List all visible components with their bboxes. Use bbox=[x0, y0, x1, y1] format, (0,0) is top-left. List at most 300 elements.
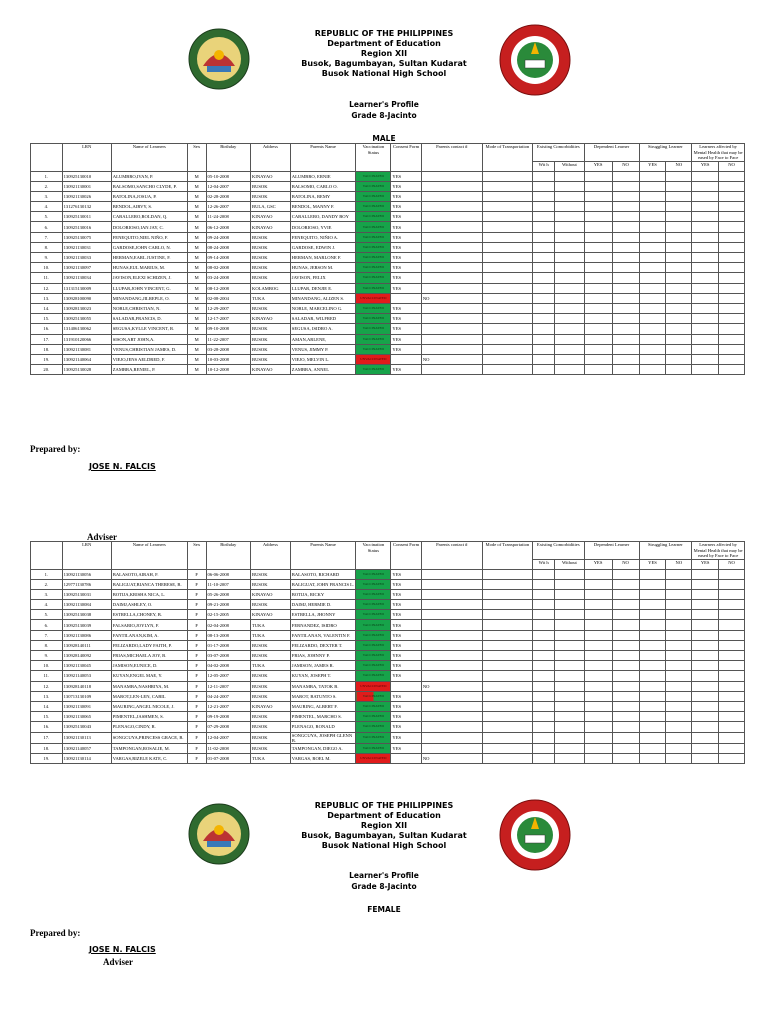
dependent-yes-cell bbox=[584, 630, 612, 640]
table-row bbox=[31, 569, 745, 579]
table-row bbox=[31, 681, 745, 691]
dependent-yes-cell bbox=[584, 273, 612, 283]
table-row bbox=[31, 365, 745, 375]
mental-yes-cell bbox=[692, 263, 719, 273]
table-row bbox=[31, 263, 745, 273]
comorbidity-with-cell bbox=[533, 691, 555, 701]
parent-contact-cell bbox=[421, 712, 482, 722]
comorbidity-without-cell bbox=[555, 314, 584, 324]
comorbidity-with-cell bbox=[533, 293, 555, 303]
birthday-cell: 08-13-2008 bbox=[206, 630, 250, 640]
col-mode: Mode of Transportation bbox=[482, 542, 532, 570]
parent-name-cell: DAIMJ, HERMIE D. bbox=[290, 600, 356, 610]
table-row bbox=[31, 191, 745, 201]
birthday-cell: 12-05-2007 bbox=[206, 671, 250, 681]
row-number: 11. bbox=[31, 273, 63, 283]
col-lrn: LRN bbox=[62, 542, 111, 570]
transportation-cell bbox=[482, 191, 532, 201]
mental-yes-cell bbox=[692, 354, 719, 364]
sex-cell: M bbox=[187, 181, 206, 191]
comorbidity-with-cell bbox=[533, 181, 555, 191]
dependent-no-cell bbox=[612, 681, 639, 691]
col-vaccination: Vaccination Status bbox=[356, 144, 391, 172]
sex-cell: F bbox=[187, 569, 206, 579]
mental-yes-cell bbox=[692, 324, 719, 334]
struggling-no-cell bbox=[666, 273, 692, 283]
birthday-cell: 04-02-2008 bbox=[206, 661, 250, 671]
vaccination-status-cell: VACCINATED bbox=[356, 314, 391, 324]
struggling-no-cell bbox=[666, 212, 692, 222]
dependent-no-cell bbox=[612, 212, 639, 222]
birthday-cell: 12-29-2007 bbox=[206, 303, 250, 313]
dependent-yes-cell bbox=[584, 681, 612, 691]
row-number: 12. bbox=[31, 681, 63, 691]
comorbidity-with-cell bbox=[533, 324, 555, 334]
lrn-cell: 130925130043 bbox=[62, 722, 111, 732]
comorbidity-without-cell bbox=[555, 324, 584, 334]
struggling-yes-cell bbox=[639, 579, 666, 589]
learner-name-cell: SONGCUYA,PRINCESS GRACE, B. bbox=[111, 732, 187, 743]
consent-form-cell: YES bbox=[391, 651, 421, 661]
struggling-yes-cell bbox=[639, 303, 666, 313]
address-cell: BUSOK bbox=[251, 273, 291, 283]
consent-form-cell: YES bbox=[391, 640, 421, 650]
sex-cell: M bbox=[187, 242, 206, 252]
table-row bbox=[31, 273, 745, 283]
parent-name-cell: VENUS, JIMMY P. bbox=[290, 344, 356, 354]
learner-name-cell: FENEQUITO,NIEL NIÑO, F. bbox=[111, 232, 187, 242]
struggling-yes-cell bbox=[639, 701, 666, 711]
dependent-yes-cell bbox=[584, 283, 612, 293]
consent-form-cell: YES bbox=[391, 263, 421, 273]
comorbidity-without-cell bbox=[555, 620, 584, 630]
mental-no-cell bbox=[719, 242, 745, 252]
table-row bbox=[31, 293, 745, 303]
consent-form-cell: YES bbox=[391, 732, 421, 743]
table-row bbox=[31, 253, 745, 263]
sex-cell: M bbox=[187, 191, 206, 201]
learner-name-cell: CABALLERO,ROLDAN, Q. bbox=[111, 212, 187, 222]
female-section-label: FEMALE bbox=[367, 905, 401, 914]
parent-name-cell: ALUMBRO, ERNIE bbox=[290, 171, 356, 181]
comorbidity-with-cell bbox=[533, 365, 555, 375]
table-row bbox=[31, 232, 745, 242]
row-number: 7. bbox=[31, 232, 63, 242]
dependent-no-cell bbox=[612, 712, 639, 722]
parent-name-cell: LLUPAR, DENJIE E. bbox=[290, 283, 356, 293]
table-row bbox=[31, 701, 745, 711]
transportation-cell bbox=[482, 671, 532, 681]
header-line: REPUBLIC OF THE PHILIPPINES bbox=[314, 801, 454, 810]
parent-name-cell: FRIAS, JOHNNY P. bbox=[290, 651, 356, 661]
lrn-cell: 130928140111 bbox=[62, 640, 111, 650]
struggling-yes-cell bbox=[639, 242, 666, 252]
learner-name-cell: MAROT,LEN-LEN, CABIL bbox=[111, 691, 187, 701]
parent-contact-cell bbox=[421, 191, 482, 201]
struggling-yes-cell bbox=[639, 222, 666, 232]
dependent-no-cell bbox=[612, 620, 639, 630]
parent-name-cell: SONGCUYA, JOSEPH GLENN B. bbox=[290, 732, 356, 743]
mental-yes-cell bbox=[692, 651, 719, 661]
sex-cell: F bbox=[187, 610, 206, 620]
col-birthday: Birthday bbox=[206, 144, 250, 172]
dependent-no-cell bbox=[612, 753, 639, 763]
dependent-yes-cell bbox=[584, 293, 612, 303]
parent-name-cell: ESTRELLA, JHONNY bbox=[290, 610, 356, 620]
lrn-cell: 130921130033 bbox=[62, 253, 111, 263]
sex-cell: F bbox=[187, 753, 206, 763]
comorbidity-with-cell bbox=[533, 701, 555, 711]
birthday-cell: 01-07-2008 bbox=[206, 753, 250, 763]
mental-no-cell bbox=[719, 354, 745, 364]
dependent-no-cell bbox=[612, 701, 639, 711]
row-number: 14. bbox=[31, 701, 63, 711]
mental-no-cell bbox=[719, 589, 745, 599]
struggling-no-cell bbox=[666, 620, 692, 630]
birthday-cell: 08-24-2008 bbox=[206, 242, 250, 252]
table-row bbox=[31, 354, 745, 364]
col-address: Address bbox=[251, 542, 291, 570]
row-number: 3. bbox=[31, 191, 63, 201]
struggling-yes-cell bbox=[639, 753, 666, 763]
dependent-no-cell bbox=[612, 722, 639, 732]
comorbidity-with-cell bbox=[533, 732, 555, 743]
table-row bbox=[31, 753, 745, 763]
parent-contact-cell bbox=[421, 651, 482, 661]
sex-cell: M bbox=[187, 365, 206, 375]
address-cell: KINAYAO bbox=[251, 589, 291, 599]
table-row bbox=[31, 722, 745, 732]
struggling-yes-cell bbox=[639, 334, 666, 344]
row-number: 19. bbox=[31, 354, 63, 364]
learner-name-cell: BALIGUAT,BIANCA THERESE, B. bbox=[111, 579, 187, 589]
dependent-yes-cell bbox=[584, 712, 612, 722]
consent-form-cell: YES bbox=[391, 242, 421, 252]
learner-name-cell: MANAMBA,NASHRIYA, M. bbox=[111, 681, 187, 691]
transportation-cell bbox=[482, 263, 532, 273]
vaccination-status-cell: VACCINATED bbox=[356, 171, 391, 181]
struggling-yes-cell bbox=[639, 712, 666, 722]
dependent-yes-cell bbox=[584, 212, 612, 222]
lrn-cell: 130925130010 bbox=[62, 171, 111, 181]
birthday-cell: 12-04-2007 bbox=[206, 732, 250, 743]
comorbidity-without-cell bbox=[555, 743, 584, 753]
struggling-yes-cell bbox=[639, 354, 666, 364]
header-line: Busok National High School bbox=[321, 69, 447, 78]
parent-contact-cell bbox=[421, 661, 482, 671]
header-line: REPUBLIC OF THE PHILIPPINES bbox=[314, 29, 454, 38]
birthday-cell: 12-11-2007 bbox=[206, 681, 250, 691]
consent-form-cell: YES bbox=[391, 691, 421, 701]
parent-name-cell: MANAMBA, TATOK B. bbox=[290, 681, 356, 691]
parent-name-cell: PIMENTEL, MARCHO S. bbox=[290, 712, 356, 722]
mental-yes-cell bbox=[692, 273, 719, 283]
dependent-yes-cell bbox=[584, 620, 612, 630]
transportation-cell bbox=[482, 354, 532, 364]
address-cell: KINAYAO bbox=[251, 701, 291, 711]
comorbidity-with-cell bbox=[533, 334, 555, 344]
prepared-by-label: Prepared by: bbox=[30, 444, 81, 454]
parent-name-cell: DOLORIOSO, YVIE bbox=[290, 222, 356, 232]
transportation-cell bbox=[482, 753, 532, 763]
birthday-cell: 11-22-2007 bbox=[206, 334, 250, 344]
signatory-name: JOSE N. FALCIS bbox=[89, 945, 156, 954]
lrn-cell: 130713130109 bbox=[62, 691, 111, 701]
address-cell: BUSOK bbox=[251, 232, 291, 242]
struggling-no-cell bbox=[666, 722, 692, 732]
row-number: 2. bbox=[31, 579, 63, 589]
sex-cell: F bbox=[187, 579, 206, 589]
transportation-cell bbox=[482, 691, 532, 701]
dependent-yes-cell bbox=[584, 701, 612, 711]
col-sex: Sex bbox=[187, 542, 206, 570]
comorbidity-with-cell bbox=[533, 630, 555, 640]
dependent-yes-cell bbox=[584, 753, 612, 763]
row-number: 11. bbox=[31, 671, 63, 681]
school-header bbox=[234, 801, 534, 851]
parent-name-cell: TAMPONGAN, DIEGO A. bbox=[290, 743, 356, 753]
sub-yes: YES bbox=[692, 161, 719, 171]
table-row bbox=[31, 579, 745, 589]
parent-name-cell: HERMAN, MARLONE F. bbox=[290, 253, 356, 263]
birthday-cell: 06-12-2008 bbox=[206, 222, 250, 232]
dependent-no-cell bbox=[612, 263, 639, 273]
learner-name-cell: ALUMBRO,IVAN, P. bbox=[111, 171, 187, 181]
comorbidity-without-cell bbox=[555, 273, 584, 283]
dependent-no-cell bbox=[612, 600, 639, 610]
consent-form-cell: YES bbox=[391, 324, 421, 334]
comorbidity-without-cell bbox=[555, 600, 584, 610]
comorbidity-without-cell bbox=[555, 232, 584, 242]
mental-no-cell bbox=[719, 620, 745, 630]
dependent-no-cell bbox=[612, 283, 639, 293]
prepared-by-label: Prepared by: bbox=[30, 928, 81, 938]
address-cell: BUSOK bbox=[251, 743, 291, 753]
dependent-no-cell bbox=[612, 640, 639, 650]
vaccination-status-cell: VACCINATED bbox=[356, 671, 391, 681]
birthday-cell: 03-24-2008 bbox=[206, 273, 250, 283]
struggling-yes-cell bbox=[639, 212, 666, 222]
mental-no-cell bbox=[719, 293, 745, 303]
comorbidity-without-cell bbox=[555, 661, 584, 671]
col-mental: Learners affected by Mental Health that may be eased by Face to Face bbox=[693, 542, 743, 558]
sex-cell: M bbox=[187, 253, 206, 263]
struggling-yes-cell bbox=[639, 640, 666, 650]
comorbidity-without-cell bbox=[555, 283, 584, 293]
comorbidity-with-cell bbox=[533, 202, 555, 212]
mental-no-cell bbox=[719, 191, 745, 201]
dependent-yes-cell bbox=[584, 579, 612, 589]
comorbidity-without-cell bbox=[555, 303, 584, 313]
consent-form-cell: YES bbox=[391, 579, 421, 589]
parent-contact-cell bbox=[421, 589, 482, 599]
col-vaccination: Vaccination Status bbox=[356, 542, 391, 570]
comorbidity-with-cell bbox=[533, 610, 555, 620]
address-cell: BUSOK bbox=[251, 712, 291, 722]
row-number: 9. bbox=[31, 651, 63, 661]
lrn-cell: 130921130091 bbox=[62, 701, 111, 711]
mental-no-cell bbox=[719, 691, 745, 701]
birthday-cell: 07-29-2008 bbox=[206, 722, 250, 732]
sex-cell: F bbox=[187, 712, 206, 722]
mental-yes-cell bbox=[692, 253, 719, 263]
consent-form-cell: YES bbox=[391, 171, 421, 181]
profile-title: Learner's Profile bbox=[349, 871, 419, 880]
comorbidity-without-cell bbox=[555, 681, 584, 691]
learner-name-cell: BOTIJA,KRISHA NICA, L. bbox=[111, 589, 187, 599]
mental-yes-cell bbox=[692, 701, 719, 711]
school-header bbox=[234, 29, 534, 79]
address-cell: TUKA bbox=[251, 293, 291, 303]
comorbidity-with-cell bbox=[533, 722, 555, 732]
address-cell: KINAYAO bbox=[251, 171, 291, 181]
comorbidity-without-cell bbox=[555, 630, 584, 640]
consent-form-cell: YES bbox=[391, 283, 421, 293]
sex-cell: F bbox=[187, 630, 206, 640]
comorbidity-without-cell bbox=[555, 753, 584, 763]
vaccination-status-cell: VACCINATED bbox=[356, 732, 391, 743]
comorbidity-with-cell bbox=[533, 212, 555, 222]
birthday-cell: 09-24-2008 bbox=[206, 232, 250, 242]
vaccination-status-cell: VACCINATED bbox=[356, 273, 391, 283]
mental-no-cell bbox=[719, 681, 745, 691]
learner-name-cell: FRIAS,MICHAELA JOY, B. bbox=[111, 651, 187, 661]
table-row bbox=[31, 732, 745, 743]
sub-no: NO bbox=[666, 161, 692, 171]
transportation-cell bbox=[482, 334, 532, 344]
comorbidity-without-cell bbox=[555, 569, 584, 579]
comorbidity-with-cell bbox=[533, 661, 555, 671]
row-number: 20. bbox=[31, 365, 63, 375]
comorbidity-with-cell bbox=[533, 569, 555, 579]
dependent-yes-cell bbox=[584, 181, 612, 191]
comorbidity-with-cell bbox=[533, 314, 555, 324]
struggling-yes-cell bbox=[639, 589, 666, 599]
parent-contact-cell bbox=[421, 691, 482, 701]
mental-yes-cell bbox=[692, 691, 719, 701]
mental-no-cell bbox=[719, 263, 745, 273]
mental-yes-cell bbox=[692, 191, 719, 201]
struggling-no-cell bbox=[666, 701, 692, 711]
lrn-cell: 130921130097 bbox=[62, 263, 111, 273]
struggling-no-cell bbox=[666, 681, 692, 691]
consent-form-cell: YES bbox=[391, 722, 421, 732]
parent-contact-cell bbox=[421, 722, 482, 732]
birthday-cell: 01-17-2008 bbox=[206, 640, 250, 650]
consent-form-cell: YES bbox=[391, 610, 421, 620]
parent-contact-cell bbox=[421, 671, 482, 681]
dependent-yes-cell bbox=[584, 661, 612, 671]
dependent-no-cell bbox=[612, 242, 639, 252]
row-number: 2. bbox=[31, 181, 63, 191]
parent-contact-cell bbox=[421, 600, 482, 610]
learner-name-cell: TAMPONGAN,ROSALIE, M. bbox=[111, 743, 187, 753]
lrn-cell: 130925130011 bbox=[62, 212, 111, 222]
parent-contact-cell: NO bbox=[421, 354, 482, 364]
col-existing: Existing Comorbidities bbox=[533, 144, 584, 162]
learner-name-cell: GARDOSE,JOHN CARLO, N. bbox=[111, 242, 187, 252]
row-number: 7. bbox=[31, 630, 63, 640]
address-cell: BUSOK bbox=[251, 732, 291, 743]
birthday-cell: 02-28-2008 bbox=[206, 191, 250, 201]
table-row bbox=[31, 640, 745, 650]
table-row bbox=[31, 334, 745, 344]
dependent-no-cell bbox=[612, 202, 639, 212]
row-number: 6. bbox=[31, 620, 63, 630]
lrn-cell: 130925130075 bbox=[62, 232, 111, 242]
mental-no-cell bbox=[719, 569, 745, 579]
transportation-cell bbox=[482, 589, 532, 599]
learner-name-cell: MAURING,ANGEL NICOLE, J. bbox=[111, 701, 187, 711]
sex-cell: M bbox=[187, 344, 206, 354]
table-row bbox=[31, 610, 745, 620]
dependent-no-cell bbox=[612, 610, 639, 620]
consent-form-cell bbox=[391, 354, 421, 364]
comorbidity-without-cell bbox=[555, 640, 584, 650]
parent-contact-cell bbox=[421, 253, 482, 263]
row-number: 6. bbox=[31, 222, 63, 232]
parent-name-cell: NOBLE, MARCELINO G. bbox=[290, 303, 356, 313]
birthday-cell: 02-15-2005 bbox=[206, 610, 250, 620]
vaccination-status-cell: VACCINATED bbox=[356, 242, 391, 252]
parent-name-cell: JAVISON, FELIX bbox=[290, 273, 356, 283]
parent-name-cell: VIEJO, MELVIN L. bbox=[290, 354, 356, 364]
row-number: 8. bbox=[31, 242, 63, 252]
birthday-cell: 02-08-2004 bbox=[206, 293, 250, 303]
header-line: Department of Education bbox=[327, 39, 441, 48]
learner-name-cell: NOBLE,CHRISTIAN, N. bbox=[111, 303, 187, 313]
transportation-cell bbox=[482, 661, 532, 671]
row-number: 15. bbox=[31, 314, 63, 324]
address-cell: BUSOK bbox=[251, 722, 291, 732]
mental-no-cell bbox=[719, 610, 745, 620]
learner-name-cell: DOLORIOSO,IAN JAY, C. bbox=[111, 222, 187, 232]
comorbidity-with-cell bbox=[533, 640, 555, 650]
mental-yes-cell bbox=[692, 589, 719, 599]
parent-contact-cell bbox=[421, 314, 482, 324]
sub-yes: YES bbox=[639, 559, 666, 569]
consent-form-cell: YES bbox=[391, 344, 421, 354]
sex-cell: M bbox=[187, 324, 206, 334]
comorbidity-without-cell bbox=[555, 263, 584, 273]
table-row bbox=[31, 314, 745, 324]
dependent-no-cell bbox=[612, 181, 639, 191]
mental-yes-cell bbox=[692, 640, 719, 650]
row-number: 8. bbox=[31, 640, 63, 650]
comorbidity-without-cell bbox=[555, 722, 584, 732]
struggling-yes-cell bbox=[639, 344, 666, 354]
lrn-cell: 130921130045 bbox=[62, 661, 111, 671]
mental-yes-cell bbox=[692, 283, 719, 293]
address-cell: TUKA bbox=[251, 630, 291, 640]
transportation-cell bbox=[482, 579, 532, 589]
row-number: 17. bbox=[31, 334, 63, 344]
col-dependent: Dependent Learner bbox=[584, 542, 639, 560]
learner-name-cell: BALASOTO,AIRAH, F. bbox=[111, 569, 187, 579]
struggling-yes-cell bbox=[639, 171, 666, 181]
parent-contact-cell: NO bbox=[421, 681, 482, 691]
consent-form-cell: YES bbox=[391, 191, 421, 201]
struggling-yes-cell bbox=[639, 743, 666, 753]
sub-without: Without bbox=[555, 559, 584, 569]
mental-no-cell bbox=[719, 579, 745, 589]
col-mode: Mode of Transportation bbox=[482, 144, 532, 172]
transportation-cell bbox=[482, 171, 532, 181]
dependent-yes-cell bbox=[584, 610, 612, 620]
parent-name-cell: BENDOL, MANNY F. bbox=[290, 202, 356, 212]
comorbidity-without-cell bbox=[555, 253, 584, 263]
struggling-no-cell bbox=[666, 253, 692, 263]
